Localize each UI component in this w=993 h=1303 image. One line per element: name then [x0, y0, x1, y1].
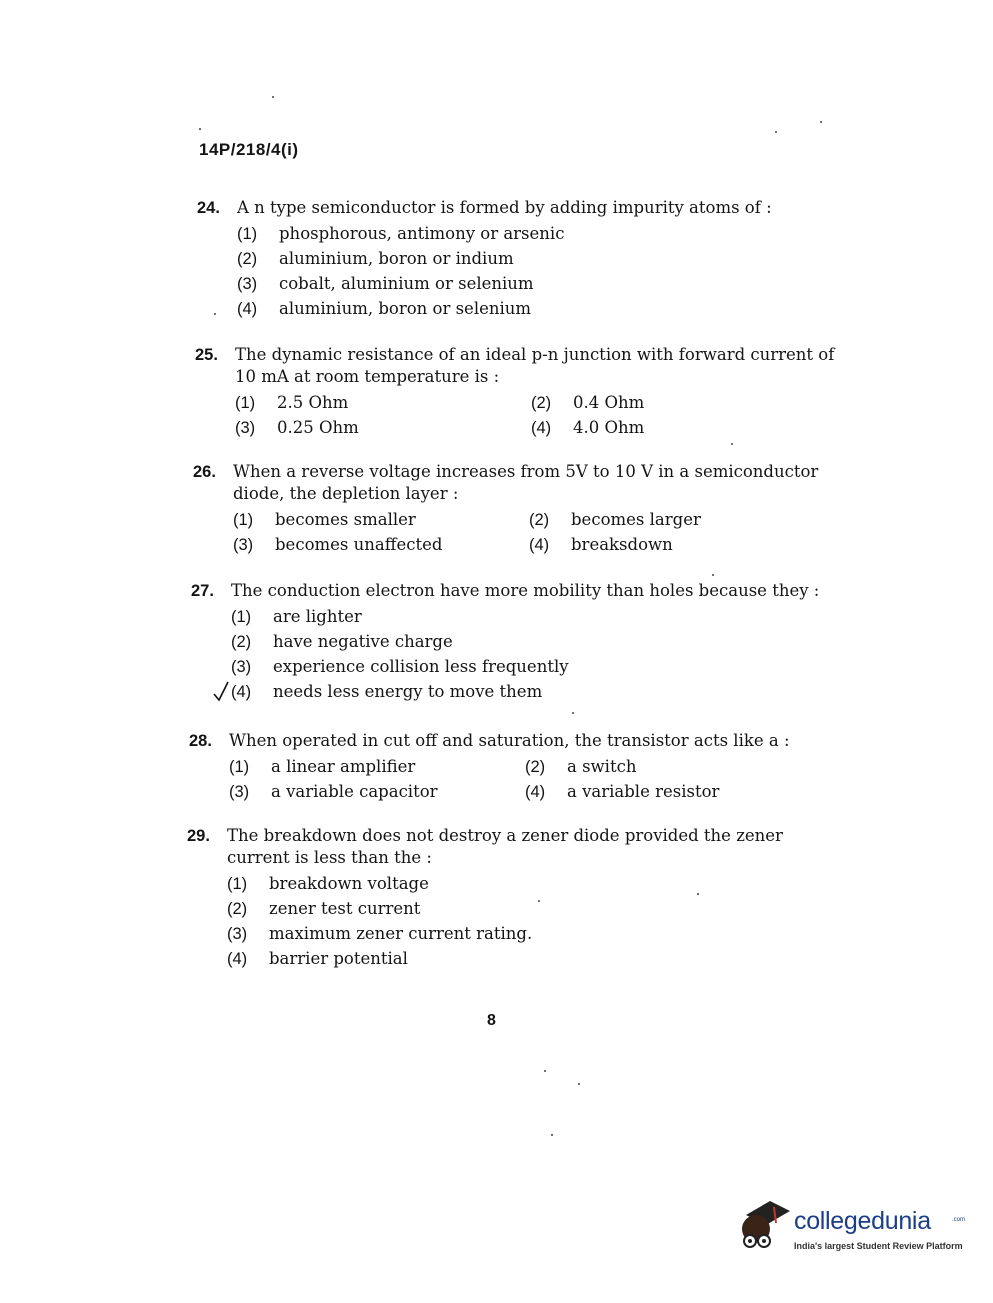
- question-28: [189, 730, 829, 804]
- page-number: 8: [487, 1012, 496, 1029]
- option-1: [235, 390, 531, 415]
- question-stem: [193, 461, 833, 505]
- option-2: [525, 754, 825, 779]
- question-text: A n type semiconductor is formed by adding impurity atoms of :: [237, 198, 772, 217]
- scan-speck: [697, 893, 699, 895]
- option-number: (3): [237, 274, 258, 293]
- option-3: [227, 921, 827, 946]
- option-text: aluminium, boron or selenium: [279, 298, 532, 318]
- option-text: aluminium, boron or indium: [279, 248, 514, 268]
- question-stem: [195, 344, 835, 388]
- scan-speck: [572, 712, 574, 714]
- option-4: [227, 946, 827, 971]
- option-list: [231, 604, 831, 704]
- option-list: [237, 221, 837, 321]
- option-1: [227, 871, 827, 896]
- option-number: (3): [233, 535, 254, 554]
- question-24: [197, 197, 837, 321]
- question-text: When a reverse voltage increases from 5V to 10 V in a semiconductor diode, the depletion layer :: [233, 462, 819, 503]
- option-3: [229, 779, 525, 804]
- option-1: [237, 221, 837, 246]
- option-number: (1): [233, 510, 254, 529]
- question-stem: [197, 197, 837, 219]
- option-text: barrier potential: [269, 948, 408, 968]
- option-number: (1): [227, 874, 248, 893]
- option-number: (2): [237, 249, 258, 268]
- question-number: 28.: [189, 732, 212, 750]
- option-text: are lighter: [273, 606, 362, 626]
- option-text: 2.5 Ohm: [277, 392, 349, 412]
- option-number: (3): [235, 418, 256, 437]
- scan-speck: [214, 313, 216, 315]
- option-number: (1): [229, 757, 250, 776]
- option-text: needs less energy to move them: [273, 681, 543, 701]
- question-stem: [191, 580, 831, 602]
- option-2: [531, 390, 831, 415]
- option-1: [229, 754, 525, 779]
- option-4: [529, 532, 829, 557]
- scan-speck: [731, 443, 733, 445]
- option-number: (4): [231, 682, 252, 701]
- option-text: a variable resistor: [567, 781, 720, 801]
- question-text: The conduction electron have more mobility than holes because they :: [231, 581, 820, 600]
- question-27: [191, 580, 831, 704]
- option-number: (4): [227, 949, 248, 968]
- option-number: (1): [235, 393, 256, 412]
- option-number: (1): [237, 224, 258, 243]
- option-3: [231, 654, 831, 679]
- option-text: phosphorous, antimony or arsenic: [279, 223, 565, 243]
- question-25: [195, 344, 835, 440]
- handwritten-tick-mark: [212, 680, 234, 702]
- option-4: [525, 779, 825, 804]
- scan-speck: [551, 1134, 553, 1136]
- option-number: (4): [525, 782, 546, 801]
- question-29: [187, 825, 827, 971]
- question-number: 29.: [187, 827, 210, 845]
- option-text: becomes unaffected: [275, 534, 443, 554]
- option-4: [531, 415, 831, 440]
- question-stem: [189, 730, 829, 752]
- logo-domain-suffix: .com: [952, 1217, 966, 1223]
- option-text: breakdown voltage: [269, 873, 429, 893]
- option-number: (2): [529, 510, 550, 529]
- option-list: [235, 390, 835, 440]
- logo-tagline: India's largest Student Review Platform: [794, 1241, 963, 1251]
- scan-speck: [199, 128, 201, 130]
- scan-speck: [820, 121, 822, 123]
- option-3: [235, 415, 531, 440]
- option-text: 4.0 Ohm: [573, 417, 645, 437]
- option-text: a linear amplifier: [271, 756, 416, 776]
- option-4: [231, 679, 831, 704]
- option-number: (3): [231, 657, 252, 676]
- option-number: (1): [231, 607, 252, 626]
- question-text: The dynamic resistance of an ideal p-n junction with forward current of 10 mA at room temperature is :: [235, 345, 835, 386]
- paper-code: 14P/218/4(i): [199, 140, 299, 159]
- option-3: [233, 532, 529, 557]
- question-stem: [187, 825, 827, 869]
- option-number: (4): [529, 535, 550, 554]
- option-text: a variable capacitor: [271, 781, 438, 801]
- question-number: 24.: [197, 199, 220, 217]
- question-26: [193, 461, 833, 557]
- scan-speck: [544, 1070, 546, 1072]
- option-list: [233, 507, 833, 557]
- question-text: The breakdown does not destroy a zener diode provided the zener current is less than the :: [227, 826, 783, 867]
- option-text: cobalt, aluminium or selenium: [279, 273, 534, 293]
- option-2: [227, 896, 827, 921]
- option-text: zener test current: [269, 898, 421, 918]
- collegedunia-logo: [734, 1195, 964, 1259]
- mascot-icon: [734, 1195, 792, 1259]
- option-2: [529, 507, 829, 532]
- scan-speck: [578, 1083, 580, 1085]
- question-number: 26.: [193, 463, 216, 481]
- option-text: have negative charge: [273, 631, 453, 651]
- option-text: 0.25 Ohm: [277, 417, 359, 437]
- option-number: (2): [227, 899, 248, 918]
- option-3: [237, 271, 837, 296]
- option-number: (2): [231, 632, 252, 651]
- option-4: [237, 296, 837, 321]
- question-number: 25.: [195, 346, 218, 364]
- option-text: becomes larger: [571, 509, 701, 529]
- option-2: [231, 629, 831, 654]
- option-text: experience collision less frequently: [273, 656, 569, 676]
- option-number: (2): [531, 393, 552, 412]
- option-1: [231, 604, 831, 629]
- option-number: (4): [531, 418, 552, 437]
- scan-speck: [538, 900, 540, 902]
- option-2: [237, 246, 837, 271]
- question-number: 27.: [191, 582, 214, 600]
- option-number: (3): [227, 924, 248, 943]
- scan-speck: [775, 131, 777, 133]
- option-text: breaksdown: [571, 534, 673, 554]
- option-list: [227, 871, 827, 971]
- option-number: (2): [525, 757, 546, 776]
- option-list: [229, 754, 829, 804]
- scan-speck: [712, 574, 714, 576]
- option-text: maximum zener current rating.: [269, 923, 533, 943]
- scan-speck: [272, 96, 274, 98]
- option-text: becomes smaller: [275, 509, 416, 529]
- option-text: a switch: [567, 756, 637, 776]
- question-text: When operated in cut off and saturation, the transistor acts like a :: [229, 731, 790, 750]
- option-number: (3): [229, 782, 250, 801]
- option-number: (4): [237, 299, 258, 318]
- option-text: 0.4 Ohm: [573, 392, 645, 412]
- option-1: [233, 507, 529, 532]
- logo-wordmark: collegedunia: [794, 1207, 931, 1235]
